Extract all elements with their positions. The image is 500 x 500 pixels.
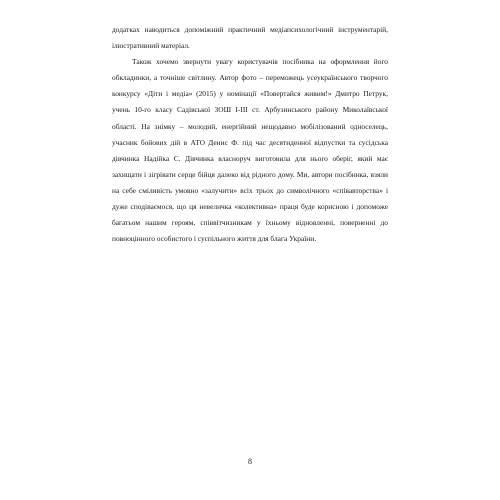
paragraph-cover-description: Також хочемо звернути увагу користувачів посібника на оформлення його обкладинки, а точніше світлину. Автор фото – переможець усеукраїнського творчого конкурсу «Діти і медіа» (2015) у номінації «Повертайся живим!» Дмитро Петрук, учень 10-го класу Садівської ЗОШ І-ІІІ ст. Арбузинського району Миколаївської області. На знімку – молодий, енергійний нещодавно мобілізований односелець, учасник бойових дій в АТО Денис Ф. під час десятиденної відпустки та сусідська дівчинка Надійка С. Дівчинка власноруч виготовила для нього оберіг, який має захищати і зігрівати серце бійця далеко від рідного дому. Ми, автори посібника, взяли на себе сміливість умовно «залучити» всіх трьох до символічного «співавторства» і дуже сподіваємося, що ця невеличка «колективна» праця буде корисною і допоможе багатьом нашим героям, співвітчизникам у їхньому відновленні, поверненні до повноцінного особистого і суспільного життя для блага України. bbox=[112, 57, 388, 244]
body-text bbox=[112, 22, 388, 247]
page-number: 8 bbox=[248, 457, 252, 466]
paragraph-continuation: додатках наводиться допоміжний практичний медіапсихологічний інструментарій, ілюстративний матеріал. bbox=[112, 25, 388, 51]
